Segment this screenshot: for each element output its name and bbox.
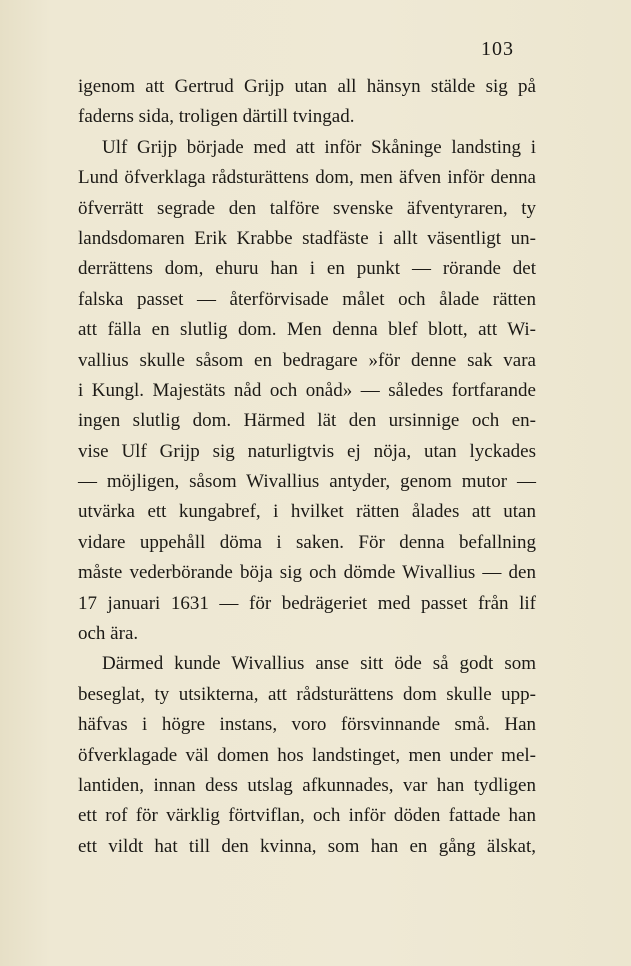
text-line: faderns sida, troligen därtill tvingad. — [78, 106, 355, 128]
text-line: i Kungl. Majestäts nåd och onåd» — således fortfarande — [78, 379, 536, 401]
text-line: 17 januari 1631 — för bedrägeriet med passet från lif — [78, 592, 536, 614]
text-line: falska passet — återförvisade målet och ålade rätten — [78, 288, 536, 310]
page-number: 103 — [481, 38, 514, 60]
text-line: häfvas i högre instans, voro försvinnande små. Han — [78, 714, 536, 736]
text-line: vallius skulle såsom en bedragare »för denne sak vara — [78, 349, 536, 371]
text-line: landsdomaren Erik Krabbe stadfäste i allt väsentligt un- — [78, 227, 536, 249]
text-line: att fälla en slutlig dom. Men denna blef blott, att Wi- — [78, 319, 536, 341]
text-line: Därmed kunde Wivallius anse sitt öde så godt som — [102, 653, 536, 675]
text-line: vidare uppehåll döma i saken. För denna befallning — [78, 531, 536, 553]
paragraph-1 — [78, 72, 536, 133]
text-line: öfverrätt segrade den talföre svenske äfventyraren, ty — [78, 197, 536, 219]
text-line: igenom att Gertrud Grijp utan all hänsyn stälde sig på — [78, 76, 536, 97]
text-line: Lund öfverklaga rådsturättens dom, men äfven inför denna — [78, 167, 536, 189]
text-line: och ära. — [78, 623, 139, 645]
paragraph-2 — [78, 133, 536, 650]
text-line: ingen slutlig dom. Härmed lät den ursinnige och en- — [78, 410, 536, 432]
text-line: utvärka ett kungabref, i hvilket rätten ålades att utan — [78, 501, 536, 523]
text-line: ett rof för värklig förtviflan, och inför döden fattade han — [78, 805, 536, 827]
text-line: ett vildt hat till den kvinna, som han en gång älskat, — [78, 835, 536, 857]
text-line: Ulf Grijp började med att inför Skåninge landsting i — [102, 136, 536, 158]
text-line: lantiden, innan dess utslag afkunnades, var han tydligen — [78, 774, 536, 796]
text-line: vise Ulf Grijp sig naturligtvis ej nöja, utan lyckades — [78, 440, 536, 462]
text-line: måste vederbörande böja sig och dömde Wivallius — den — [78, 562, 536, 584]
text-line: derrättens dom, ehuru han i en punkt — rörande det — [78, 258, 536, 280]
text-line: öfverklagade väl domen hos landstinget, men under mel- — [78, 744, 536, 766]
text-line: beseglat, ty utsikterna, att rådsturättens dom skulle upp- — [78, 683, 536, 705]
body-text — [78, 72, 536, 862]
paragraph-3 — [78, 649, 536, 862]
text-line: — möjligen, såsom Wivallius antyder, genom mutor — — [78, 471, 536, 493]
